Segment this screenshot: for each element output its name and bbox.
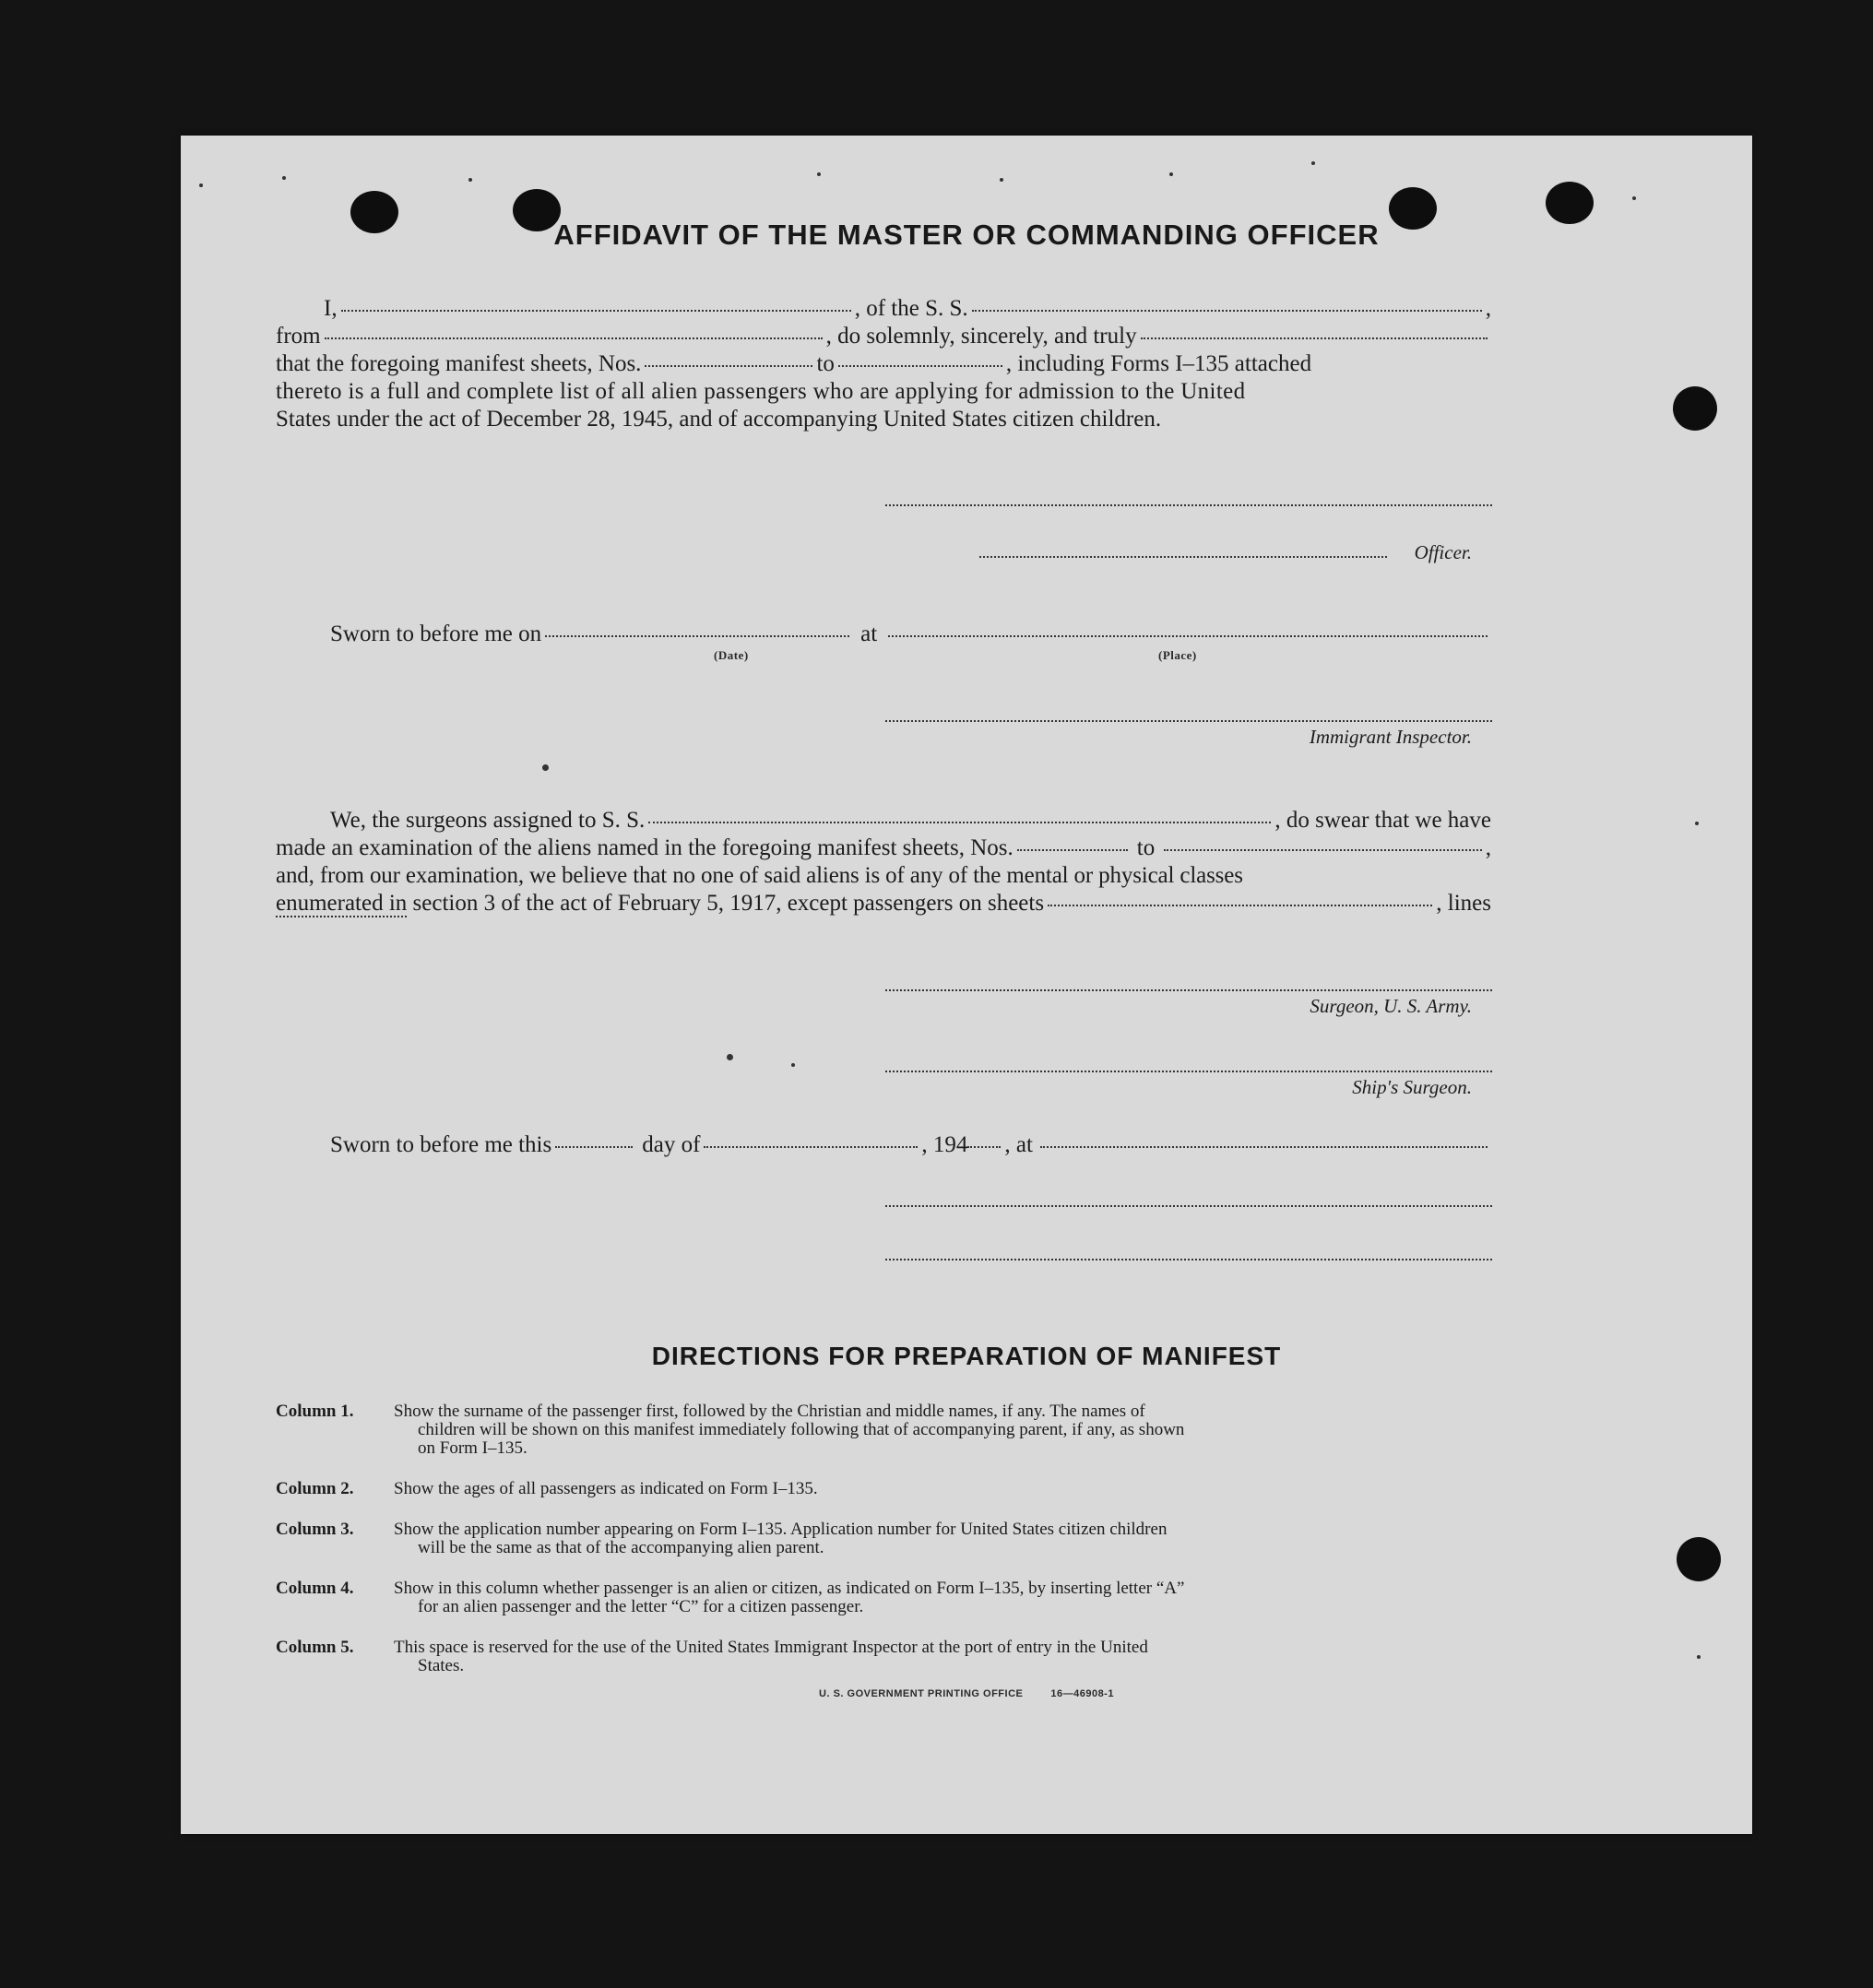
sworn-day-field[interactable] bbox=[555, 1144, 633, 1148]
affidavit-text: to bbox=[816, 351, 835, 376]
except-lines-field[interactable] bbox=[276, 914, 407, 917]
speck bbox=[1632, 196, 1636, 200]
sworn-text: Sworn to before me this bbox=[330, 1132, 552, 1157]
except-sheets-field[interactable] bbox=[1048, 903, 1432, 906]
immigrant-inspector-label: Immigrant Inspector. bbox=[1309, 726, 1472, 748]
printer-imprint bbox=[181, 1688, 1752, 1699]
speck bbox=[1169, 172, 1173, 176]
speck bbox=[199, 183, 203, 187]
speck bbox=[282, 176, 286, 180]
sworn-year-field[interactable] bbox=[967, 1144, 1001, 1148]
speck bbox=[1311, 161, 1315, 165]
direction-column-1 bbox=[276, 1402, 1491, 1458]
surgeons-text: , lines bbox=[1436, 891, 1491, 916]
directions-title: DIRECTIONS FOR PREPARATION OF MANIFEST bbox=[651, 1342, 1282, 1370]
second-inspector-title-line[interactable] bbox=[885, 1259, 1492, 1260]
sworn-this-day-line bbox=[276, 1131, 1491, 1159]
sworn-text: , at bbox=[1004, 1132, 1033, 1157]
direction-column-2 bbox=[276, 1480, 1491, 1498]
speck bbox=[1695, 822, 1699, 825]
master-name-field[interactable] bbox=[341, 308, 851, 312]
direction-text: Show in this column whether passenger is an alien or citizen, as indicated on Form I–135, by inserting letter “A” bbox=[394, 1579, 1185, 1598]
surgeons-text: and, from our examination, we believe that no one of said aliens is of any of the mental or physical classes bbox=[276, 863, 1243, 888]
sheet-to-field[interactable] bbox=[838, 363, 1002, 367]
affidavit-text: , including Forms I–135 attached bbox=[1005, 351, 1312, 376]
army-surgeon-label: Surgeon, U. S. Army. bbox=[1310, 995, 1472, 1017]
sheet-from-field[interactable] bbox=[645, 363, 812, 367]
affidavit-text: that the foregoing manifest sheets, Nos. bbox=[276, 351, 642, 376]
form-code: 16—46908-1 bbox=[1050, 1688, 1114, 1699]
sworn-place-field[interactable] bbox=[888, 633, 1488, 637]
speck bbox=[727, 1054, 733, 1060]
speck bbox=[1697, 1655, 1701, 1659]
direction-text: on Form I–135. bbox=[418, 1438, 528, 1458]
surgeons-text: , do swear that we have bbox=[1274, 808, 1491, 833]
manifest-sheet bbox=[181, 136, 1752, 1834]
affidavit-text: , bbox=[1485, 296, 1492, 321]
sworn-text: day of bbox=[642, 1132, 701, 1157]
sworn-text: at bbox=[860, 621, 878, 646]
punch-hole bbox=[1677, 1537, 1721, 1581]
oath-field[interactable] bbox=[1141, 336, 1488, 339]
surgeons-text: We, the surgeons assigned to S. S. bbox=[330, 808, 646, 833]
place-caption: (Place) bbox=[1158, 648, 1197, 662]
speck bbox=[817, 172, 821, 176]
column-label: Column 5. bbox=[276, 1638, 354, 1657]
ships-surgeon-signature-line[interactable] bbox=[885, 1071, 1492, 1072]
direction-text: Show the ages of all passengers as indicated on Form I–135. bbox=[394, 1479, 818, 1498]
surgeons-paragraph bbox=[276, 807, 1491, 945]
surgeons-text: , bbox=[1485, 835, 1491, 860]
affidavit-text: from bbox=[276, 324, 321, 349]
direction-column-3 bbox=[276, 1521, 1491, 1557]
direction-text: Show the surname of the passenger first, followed by the Christian and middle names, if any. The names of bbox=[394, 1402, 1145, 1421]
sworn-date-field[interactable] bbox=[545, 633, 849, 637]
column-label: Column 1. bbox=[276, 1402, 354, 1421]
officer-label: Officer. bbox=[1414, 541, 1472, 563]
printer-name: U. S. GOVERNMENT PRINTING OFFICE bbox=[819, 1688, 1024, 1699]
speck bbox=[791, 1063, 795, 1067]
punch-hole bbox=[1673, 386, 1717, 431]
surgeons-text: enumerated in section 3 of the act of February 5, 1917, except passengers on sheets bbox=[276, 891, 1045, 916]
sworn-port-field[interactable] bbox=[1040, 1144, 1488, 1148]
sworn-text: , 194 bbox=[921, 1132, 968, 1157]
second-inspector-signature-line[interactable] bbox=[885, 1205, 1492, 1207]
examined-sheet-to-field[interactable] bbox=[1164, 847, 1482, 851]
direction-text: for an alien passenger and the letter “C” for a citizen passenger. bbox=[418, 1597, 864, 1616]
inspector-signature-line[interactable] bbox=[885, 720, 1492, 722]
port-from-field[interactable] bbox=[325, 336, 823, 339]
surgeons-text: to bbox=[1136, 835, 1156, 860]
speck bbox=[542, 764, 549, 771]
affidavit-text: , of the S. S. bbox=[854, 296, 968, 321]
column-label: Column 3. bbox=[276, 1520, 354, 1539]
column-label: Column 2. bbox=[276, 1479, 354, 1498]
direction-text: will be the same as that of the accompanying alien parent. bbox=[418, 1538, 824, 1557]
affidavit-text: States under the act of December 28, 1945, and of accompanying United States citizen children. bbox=[276, 407, 1162, 432]
ships-surgeon-label: Ship's Surgeon. bbox=[1352, 1076, 1472, 1098]
sworn-text: Sworn to before me on bbox=[330, 621, 542, 646]
date-caption: (Date) bbox=[714, 648, 749, 662]
direction-text: States. bbox=[418, 1656, 465, 1675]
direction-text: This space is reserved for the use of the United States Immigrant Inspector at the port of entry in the United bbox=[394, 1638, 1148, 1657]
affidavit-paragraph bbox=[276, 295, 1491, 433]
examined-sheet-from-field[interactable] bbox=[1017, 847, 1128, 851]
direction-text: children will be shown on this manifest immediately following that of accompanying parent, if any, as shown bbox=[418, 1420, 1185, 1439]
speck bbox=[1000, 178, 1003, 182]
direction-column-4 bbox=[276, 1580, 1491, 1616]
direction-text: Show the application number appearing on Form I–135. Application number for United States citizen children bbox=[394, 1520, 1168, 1539]
affidavit-text: thereto is a full and complete list of all alien passengers who are applying for admission to the United bbox=[276, 379, 1246, 404]
affidavit-title: AFFIDAVIT OF THE MASTER OR COMMANDING OFFICER bbox=[553, 219, 1380, 251]
ship-name-field[interactable] bbox=[972, 308, 1482, 312]
affidavit-text: I, bbox=[324, 296, 338, 321]
sworn-month-field[interactable] bbox=[704, 1144, 918, 1148]
column-label: Column 4. bbox=[276, 1579, 354, 1598]
sworn-before-me-line bbox=[276, 621, 1491, 648]
speck bbox=[468, 178, 472, 182]
army-surgeon-signature-line[interactable] bbox=[885, 989, 1492, 991]
master-signature-line[interactable] bbox=[885, 504, 1492, 506]
surgeons-ship-field[interactable] bbox=[648, 820, 1271, 823]
direction-column-5 bbox=[276, 1639, 1491, 1675]
affidavit-text: , do solemnly, sincerely, and truly bbox=[825, 324, 1137, 349]
surgeons-text: made an examination of the aliens named in the foregoing manifest sheets, Nos. bbox=[276, 835, 1014, 860]
